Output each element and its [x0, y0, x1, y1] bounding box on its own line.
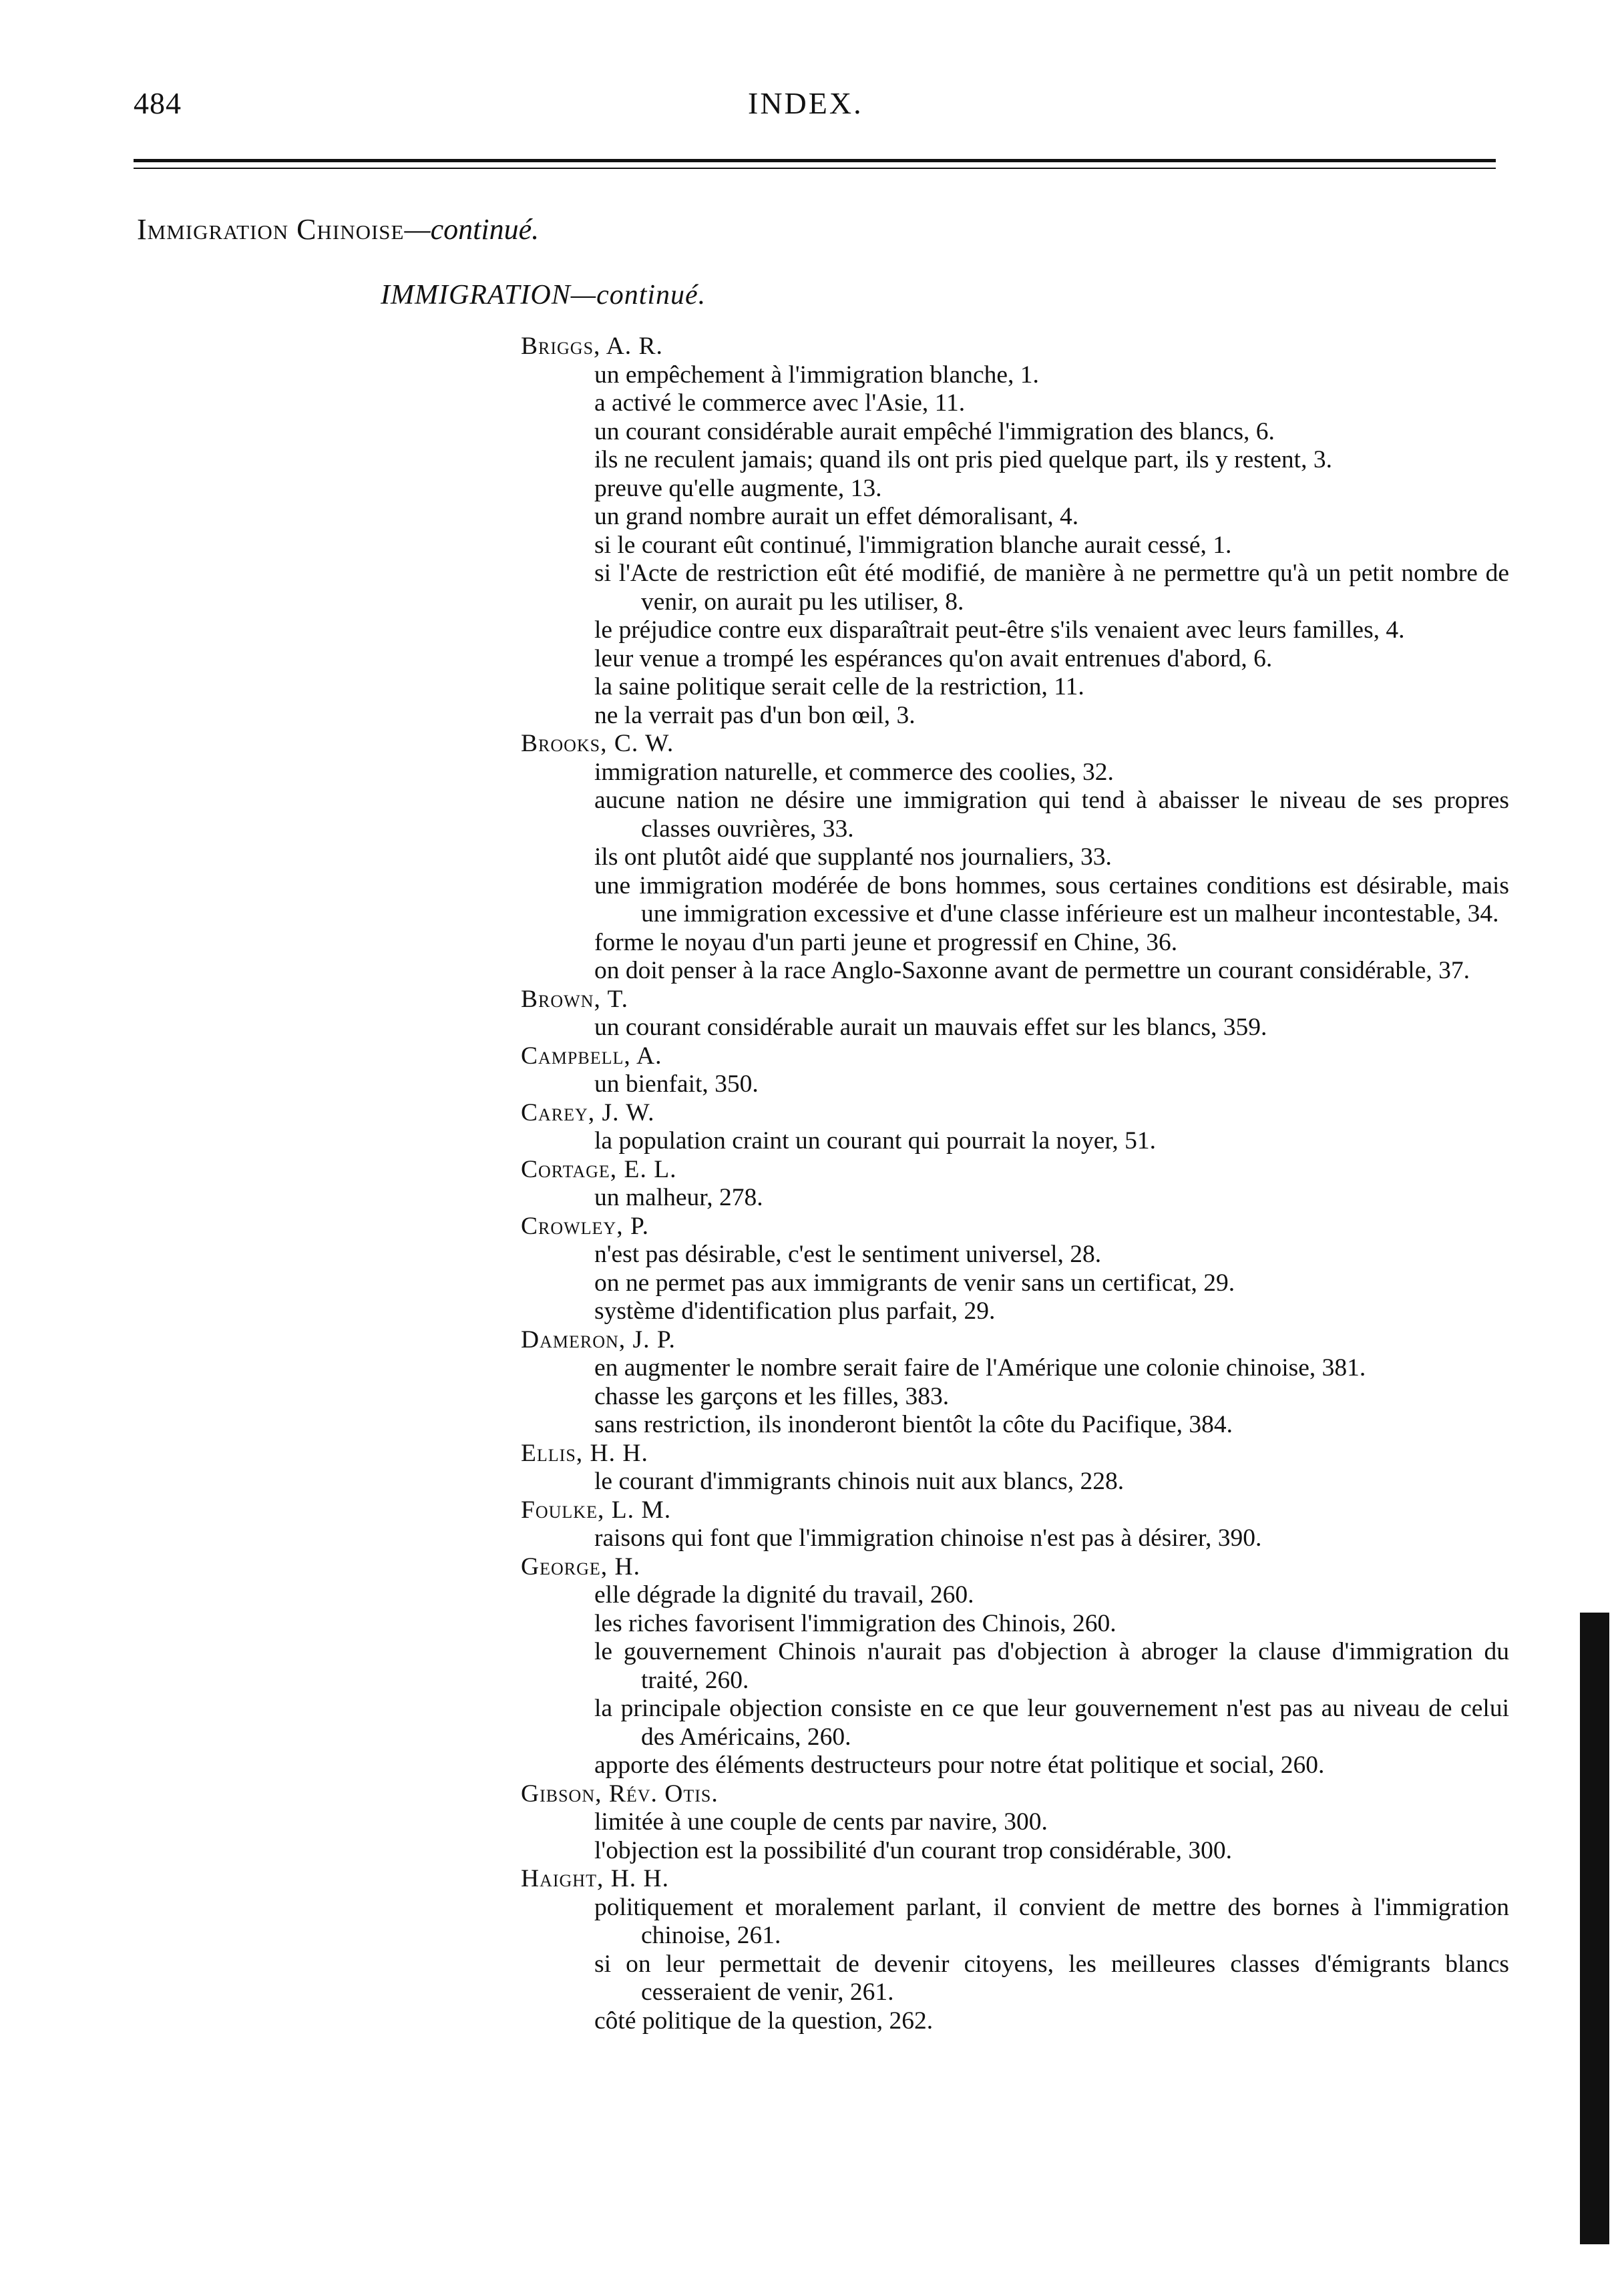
index-subentry: ils ne reculent jamais; quand ils ont pris pied quelque part, ils y restent, 3.	[594, 446, 1332, 473]
index-entries	[521, 333, 1509, 2035]
index-author: Crowley, P.	[521, 1212, 650, 1240]
thumb-index-tab	[1580, 1613, 1609, 2244]
index-subentry: le préjudice contre eux disparaîtrait peut-être s'ils venaient avec leurs familles, 4.	[594, 616, 1405, 644]
index-author: Foulke, L. M.	[521, 1496, 672, 1524]
index-author: Brooks, C. W.	[521, 730, 674, 757]
index-subentry: un empêchement à l'immigration blanche, 1.	[594, 361, 1039, 389]
index-author: Brown, T.	[521, 985, 629, 1013]
index-author: Campbell, A.	[521, 1042, 662, 1070]
index-subentry: un malheur, 278.	[594, 1184, 763, 1211]
index-subentry: chasse les garçons et les filles, 383.	[594, 1382, 950, 1410]
index-author: Cortage, E. L.	[521, 1155, 677, 1183]
section-heading	[137, 212, 539, 246]
index-subentry: leur venue a trompé les espérances qu'on avait entrenues d'abord, 6.	[594, 644, 1273, 672]
index-subentry: limitée à une couple de cents par navire, 300.	[594, 1808, 1048, 1836]
header-rule-thin	[134, 168, 1496, 169]
page-title: INDEX.	[748, 86, 863, 120]
index-subentry: raisons qui font que l'immigration chinoise n'est pas à désirer, 390.	[594, 1524, 1262, 1552]
index-subentry: on doit penser à la race Anglo-Saxonne avant de permettre un courant considérable, 37.	[594, 957, 1470, 984]
index-subentry: le gouvernement Chinois n'aurait pas d'objection à abroger la clause d'immigration du traité, 260.	[594, 1638, 1509, 1694]
index-subentry: un courant considérable aurait un mauvais effet sur les blancs, 359.	[594, 1014, 1267, 1041]
index-subentry: sans restriction, ils inonderont bientôt la côte du Pacifique, 384.	[594, 1411, 1233, 1438]
index-subentry: a activé le commerce avec l'Asie, 11.	[594, 389, 966, 417]
index-author: Haight, H. H.	[521, 1865, 669, 1892]
index-author: George, H.	[521, 1552, 640, 1581]
index-subentry: l'objection est la possibilité d'un courant trop considérable, 300.	[594, 1836, 1232, 1864]
index-subentry: le courant d'immigrants chinois nuit aux blancs, 228.	[594, 1468, 1125, 1495]
index-author: Carey, J. W.	[521, 1098, 655, 1126]
index-subentry: si l'Acte de restriction eût été modifié, de manière à ne permettre qu'à un petit nombre de venir, on aurait pu les utiliser, 8.	[594, 560, 1509, 616]
running-head	[134, 85, 1496, 126]
index-subentry: si on leur permettait de devenir citoyens, les meilleures classes d'émigrants blancs cesseraient de venir, 261.	[594, 1950, 1509, 2006]
index-subentry: la saine politique serait celle de la restriction, 11.	[594, 673, 1084, 700]
header-rule-thick	[134, 159, 1496, 162]
index-subentry: immigration naturelle, et commerce des coolies, 32.	[594, 758, 1114, 786]
index-author: Dameron, J. P.	[521, 1325, 676, 1354]
index-subentry: aucune nation ne désire une immigration qui tend à abaisser le niveau de ses propres classes ouvrières, 33.	[594, 787, 1509, 843]
index-subentry: elle dégrade la dignité du travail, 260.	[594, 1581, 974, 1609]
index-author: Gibson, Rév. Otis.	[521, 1780, 719, 1808]
index-subentry: en augmenter le nombre serait faire de l'Amérique une colonie chinoise, 381.	[594, 1354, 1366, 1382]
subsection-heading: IMMIGRATION—continué.	[381, 280, 706, 310]
index-subentry: un courant considérable aurait empêché l'immigration des blancs, 6.	[594, 417, 1275, 445]
index-subentry: un grand nombre aurait un effet démoralisant, 4.	[594, 503, 1079, 530]
index-subentry: système d'identification plus parfait, 29.	[594, 1297, 996, 1325]
index-subentry: un bienfait, 350.	[594, 1070, 759, 1098]
index-subentry: n'est pas désirable, c'est le sentiment universel, 28.	[594, 1241, 1102, 1268]
index-subentry: ils ont plutôt aidé que supplanté nos journaliers, 33.	[594, 843, 1112, 871]
section-heading-label: Immigration Chinoise	[137, 213, 405, 246]
index-subentry: la population craint un courant qui pourrait la noyer, 51.	[594, 1127, 1156, 1155]
section-continued-label: —continué.	[404, 213, 540, 246]
page-number: 484	[134, 86, 182, 120]
index-subentry: une immigration modérée de bons hommes, sous certaines conditions est désirable, mais une immigration excessive et d'une classe inférieure est un malheur incontestable, 34.	[594, 871, 1509, 927]
index-author: Briggs, A. R.	[521, 333, 663, 360]
index-subentry: on ne permet pas aux immigrants de venir sans un certificat, 29.	[594, 1269, 1235, 1297]
index-subentry: ne la verrait pas d'un bon œil, 3.	[594, 701, 916, 729]
index-subentry: forme le noyau d'un parti jeune et progressif en Chine, 36.	[594, 928, 1178, 956]
index-author: Ellis, H. H.	[521, 1439, 648, 1467]
index-subentry: côté politique de la question, 262.	[594, 2007, 934, 2035]
index-subentry: la principale objection consiste en ce que leur gouvernement n'est pas au niveau de celui des Américains, 260.	[594, 1695, 1509, 1751]
index-subentry: apporte des éléments destructeurs pour notre état politique et social, 260.	[594, 1751, 1325, 1779]
index-subentry: les riches favorisent l'immigration des Chinois, 260.	[594, 1609, 1116, 1637]
index-subentry: preuve qu'elle augmente, 13.	[594, 474, 882, 502]
index-subentry: politiquement et moralement parlant, il convient de mettre des bornes à l'immigration chinoise, 261.	[594, 1893, 1509, 1949]
index-subentry: si le courant eût continué, l'immigration blanche aurait cessé, 1.	[594, 531, 1232, 559]
